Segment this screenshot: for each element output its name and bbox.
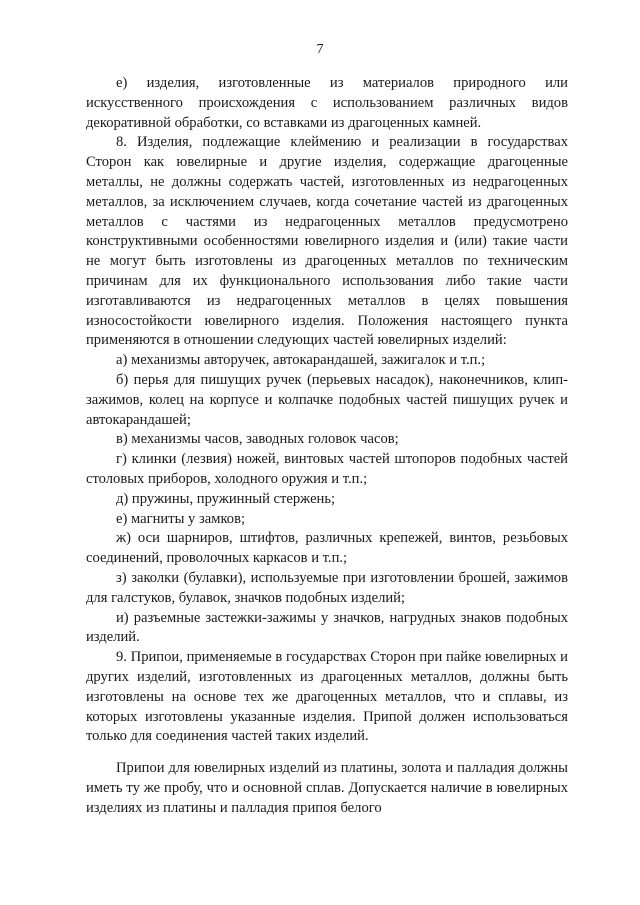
list-item-a: а) механизмы авторучек, автокарандашей, зажигалок и т.п.;	[116, 352, 486, 369]
list-item-z: з) заколки (булавки), используемые при изготовлении брошей, зажимов для галстуков, булавок, значков подобных изделий;	[86, 569, 568, 606]
list-item-e: е) магниты у замков;	[116, 510, 246, 527]
page-number: 7	[316, 42, 324, 57]
list-item-i: и) разъемные застежки-зажимы у значков, нагрудных знаков подобных изделий.	[86, 609, 568, 646]
document-body	[86, 74, 568, 818]
list-item-zh: ж) оси шарниров, штифтов, различных крепежей, винтов, резьбовых соединений, проволочных каркасов и т.п.;	[86, 530, 568, 567]
list-item-g: г) клинки (лезвия) ножей, винтовых частей штопоров подобных частей столовых приборов, холодного оружия и т.п.;	[86, 451, 568, 487]
list-item-b: б) перья для пишущих ручек (перьевых насадок), наконечников, клип-зажимов, колец на корпусе и колпачке подобных частей пишущих ручек и автокарандашей;	[86, 371, 568, 428]
list-item-v: в) механизмы часов, заводных головок часов;	[116, 431, 399, 448]
paragraph-clause-8: 8. Изделия, подлежащие клеймению и реализации в государствах Сторон как ювелирные и другие изделия, содержащие драгоценные металлы, не должны содержать частей, изготовленных из недрагоценных металлов, за исключением случаев, когда сочетание частей из драгоценных металлов с частями из недрагоценных металлов предусмотрено конструктивными особенностями ювелирного изделия и (или) такие части не могут быть изготовлены из драгоценных металлов по техническим причинам для их функционального использования либо такие части изготавливаются из недрагоценных металлов в целях повышения износостойкости ювелирного изделия. Положения настоящего пункта применяются в отношении следующих частей ювелирных изделий:	[86, 134, 568, 349]
paragraph-solder-requirements: Припои для ювелирных изделий из платины, золота и палладия должны иметь ту же пробу, что и основной сплав. Допускается наличие в ювелирных изделиях из платины и палладия припоя белого	[86, 760, 568, 816]
paragraph-clause-9: 9. Припои, применяемые в государствах Сторон при пайке ювелирных и других изделий, изготовленных из драгоценных металлов, должны быть изготовлены на основе тех же драгоценных металлов, что и сплавы, из которых изготовлены указанные изделия. Припой должен использоваться только для соединения частей таких изделий.	[86, 649, 568, 745]
paragraph-item-e-jewelry: е) изделия, изготовленные из материалов природного или искусственного происхождения с использованием различных видов декоративной обработки, со вставками из драгоценных камней.	[86, 75, 568, 131]
list-item-d: д) пружины, пружинный стержень;	[116, 490, 336, 507]
